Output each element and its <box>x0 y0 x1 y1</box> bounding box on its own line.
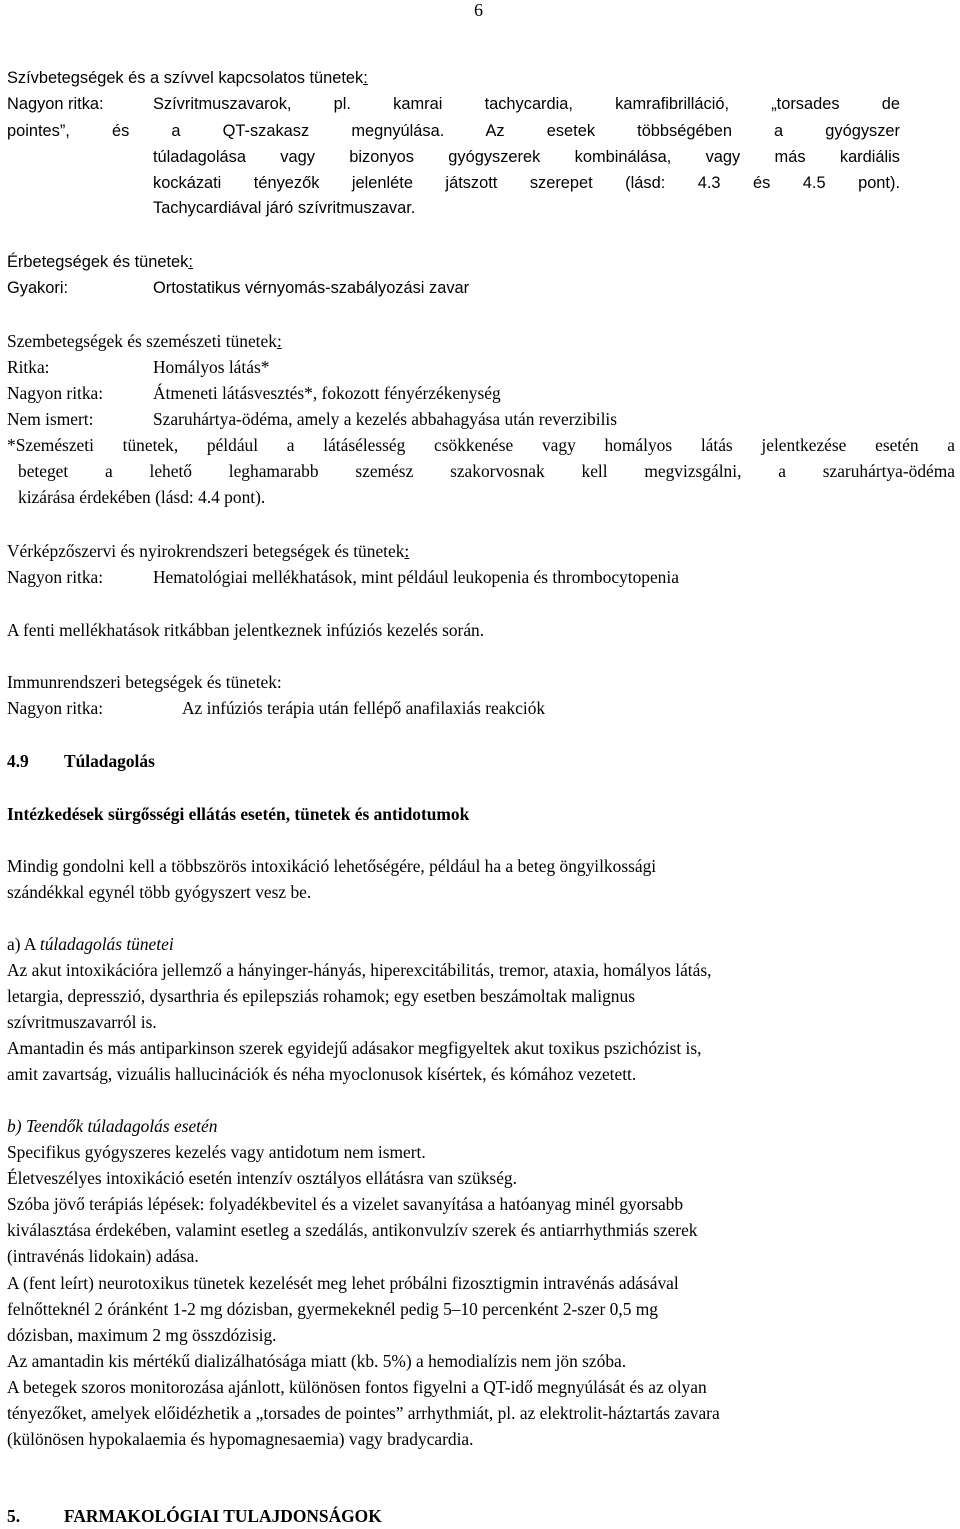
vascular-frequency: Gyakori: <box>7 279 69 297</box>
eye-footnote-line: *Szemészeti tünetek, például a látásélesség csökkenése vagy homályos látás jelentkezése esetén a <box>7 435 955 455</box>
eye-footnote-line: kizárása érdekében (lásd: 4.4 pont). <box>18 487 266 507</box>
cardiac-text-line: Szívritmuszavarok, pl. kamrai tachycardia, kamrafibrilláció, „torsades de <box>153 95 900 113</box>
immune-heading: Immunrendszeri betegségek és tünetek: <box>7 672 282 692</box>
treatment-line: Az amantadin kis mértékű dializálhatósága miatt (kb. 5%) a hemodialízis nem jön szóba. <box>7 1351 627 1371</box>
eye-footnote-line: beteget a lehető leghamarabb szemész szakorvosnak kell megvizsgálni, a szaruhártya-ödéma <box>18 461 955 481</box>
treatment-line: (különösen hypokalaemia és hypomagnesaemia) vagy bradycardia. <box>7 1429 474 1449</box>
cardiac-text-line: Tachycardiával járó szívritmuszavar. <box>153 199 416 217</box>
section-title: FARMAKOLÓGIAI TULAJDONSÁGOK <box>64 1506 382 1526</box>
eye-text: Átmeneti látásvesztés*, fokozott fényérzékenység <box>153 383 501 403</box>
section-number: 4.9 <box>7 751 29 771</box>
treatment-line: dózisban, maximum 2 mg összdózisig. <box>7 1325 277 1345</box>
treatment-line: A (fent leírt) neurotoxikus tünetek kezelését meg lehet próbálni fizosztigmin intravénás adásával <box>7 1273 679 1293</box>
vascular-heading: Érbetegségek és tünetek: <box>7 253 193 271</box>
cardiac-text-line: túladagolása vagy bizonyos gyógyszerek kombinálása, vagy más kardiális <box>153 148 900 166</box>
treatment-line: felnőtteknél 2 óránként 1-2 mg dózisban, gyermekeknél pedig 5–10 percenként 2-szer 0,5 mg <box>7 1299 658 1319</box>
eye-text: Homályos látás* <box>153 357 270 377</box>
eye-heading: Szembetegségek és szemészeti tünetek: <box>7 331 282 351</box>
treatment-line: Specifikus gyógyszeres kezelés vagy antidotum nem ismert. <box>7 1142 426 1162</box>
blood-text: Hematológiai mellékhatások, mint például leukopenia és thrombocytopenia <box>153 567 679 587</box>
treatment-line: Szóba jövő terápiás lépések: folyadékbevitel és a vizelet savanyítása a hatóanyag minél gyorsabb <box>7 1194 684 1214</box>
treatment-heading: b) Teendők túladagolás esetén <box>7 1116 218 1136</box>
symptoms-line: amit zavartság, vizuális hallucinációk és néha myoclonusok kísértek, és kómához vezetett. <box>7 1064 637 1084</box>
treatment-line: kiválasztása érdekében, valamint esetleg a szedálás, antikonvulzív szerek és antiarrhythmiás szerek <box>7 1220 698 1240</box>
treatment-line: tényezőket, amelyek előidézhetik a „torsades de pointes” arrhythmiát, pl. az elektrolit-háztartás zavara <box>7 1403 720 1423</box>
symptoms-line: Amantadin és más antiparkinson szerek egyidejű adásakor megfigyeltek akut toxikus pszichózist is, <box>7 1038 702 1058</box>
page-number: 6 <box>474 0 483 20</box>
symptoms-line: Az akut intoxikációra jellemző a hányinger-hányás, hiperexcitábilitás, tremor, ataxia, homályos látás, <box>7 960 712 980</box>
intro-line: szándékkal egynél több gyógyszert vesz be. <box>7 882 312 902</box>
symptoms-line: szívritmuszavarról is. <box>7 1012 157 1032</box>
symptoms-line: letargia, depresszió, dysarthria és epilepsziás rohamok; egy esetben beszámoltak malignus <box>7 986 635 1006</box>
eye-frequency: Nagyon ritka: <box>7 383 104 403</box>
treatment-line: Életveszélyes intoxikáció esetén intenzív osztályos ellátásra van szükség. <box>7 1168 517 1188</box>
cardiac-frequency: Nagyon ritka: <box>7 95 104 113</box>
eye-text: Szaruhártya-ödéma, amely a kezelés abbahagyása után reverzibilis <box>153 409 618 429</box>
intro-line: Mindig gondolni kell a többszörös intoxikáció lehetőségére, például ha a beteg öngyilkossági <box>7 856 657 876</box>
symptoms-heading: a) A túladagolás tünetei <box>7 934 174 954</box>
infusion-note: A fenti mellékhatások ritkábban jelentkeznek infúziós kezelés során. <box>7 620 485 640</box>
blood-heading: Vérképzőszervi és nyirokrendszeri betegségek és tünetek: <box>7 541 410 561</box>
cardiac-heading: Szívbetegségek és a szívvel kapcsolatos tünetek: <box>7 69 368 87</box>
vascular-text: Ortostatikus vérnyomás-szabályozási zavar <box>153 279 470 297</box>
emergency-heading: Intézkedések sürgősségi ellátás esetén, tünetek és antidotumok <box>7 804 470 824</box>
immune-frequency: Nagyon ritka: <box>7 698 104 718</box>
immune-text: Az infúziós terápia után fellépő anafilaxiás reakciók <box>182 698 546 718</box>
section-number: 5. <box>7 1506 21 1526</box>
section-title: Túladagolás <box>64 751 155 771</box>
treatment-line: (intravénás lidokain) adása. <box>7 1246 199 1266</box>
treatment-line: A betegek szoros monitorozása ajánlott, különösen fontos figyelni a QT-idő megnyúlását és az olyan <box>7 1377 707 1397</box>
cardiac-text-line: pointes”, és a QT-szakasz megnyúlása. Az esetek többségében a gyógyszer <box>7 122 900 140</box>
cardiac-text-line: kockázati tényezők jelenléte játszott szerepet (lásd: 4.3 és 4.5 pont). <box>153 174 900 192</box>
blood-frequency: Nagyon ritka: <box>7 567 104 587</box>
eye-frequency: Nem ismert: <box>7 409 94 429</box>
eye-frequency: Ritka: <box>7 357 50 377</box>
